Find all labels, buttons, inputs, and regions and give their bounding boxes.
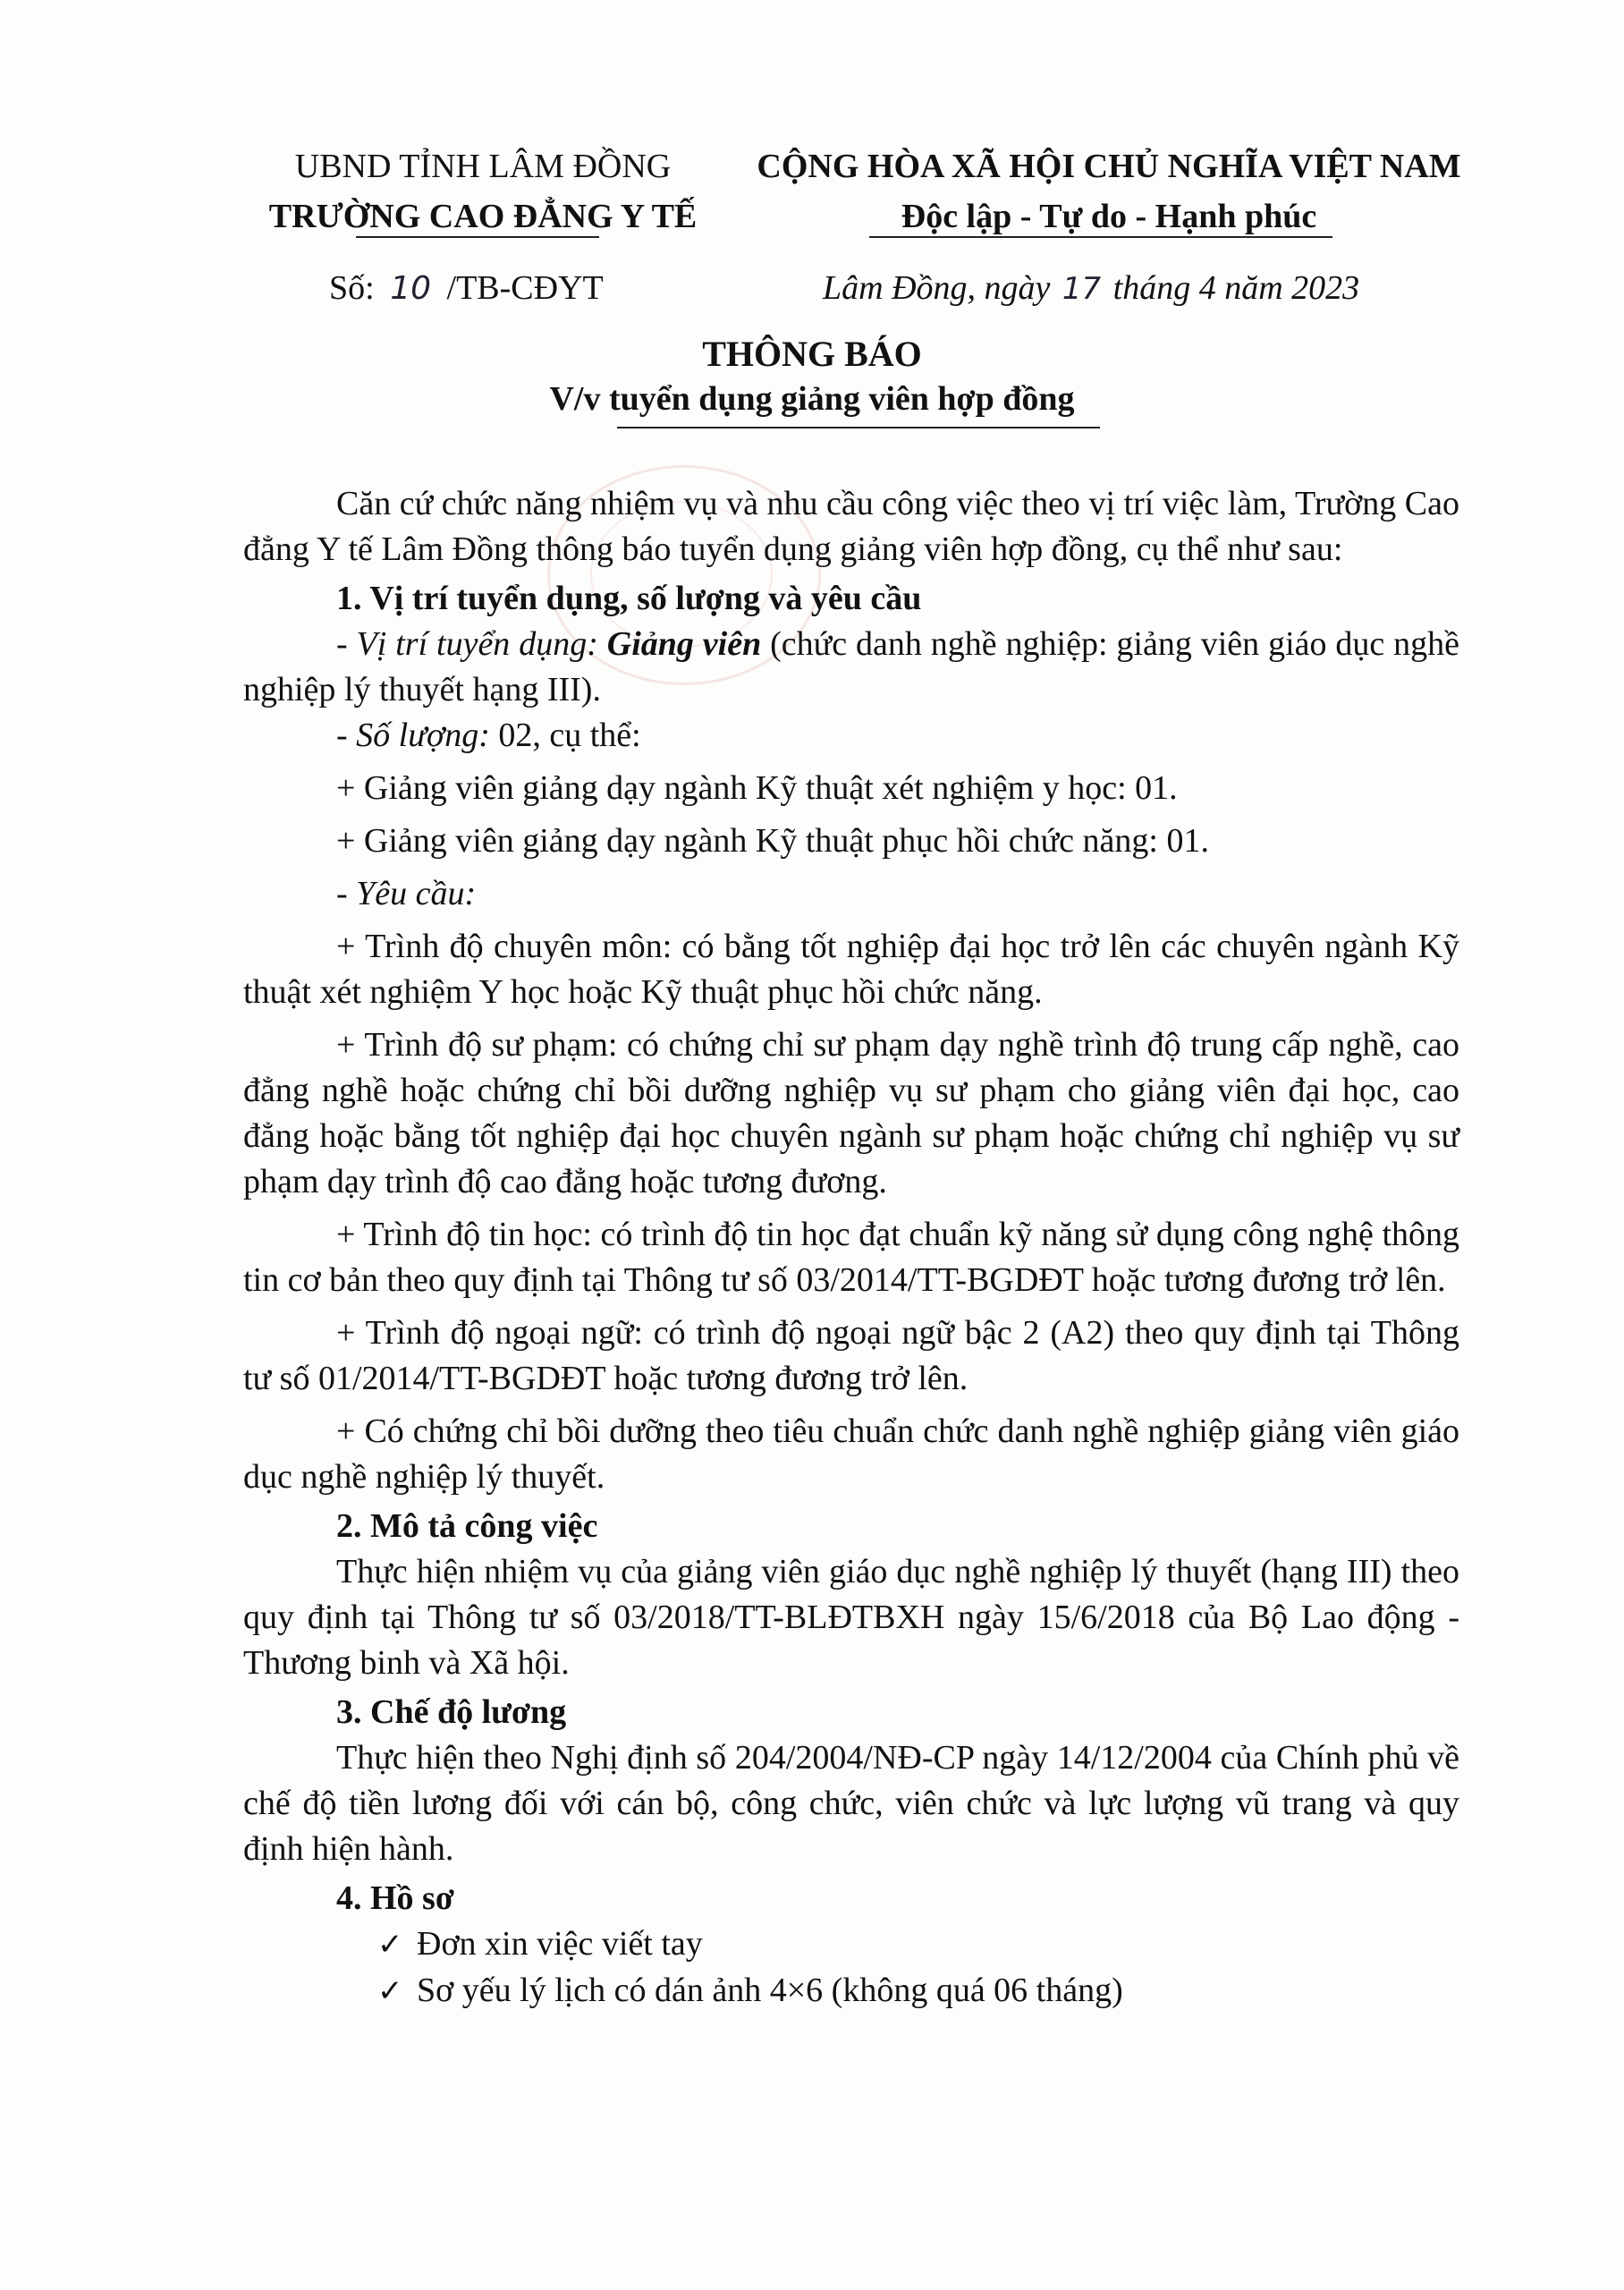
document-body (243, 481, 1459, 2014)
section2-text: Thực hiện nhiệm vụ của giảng viên giáo dục nghề nghiệp lý thuyết (hạng III) theo quy định tại Thông tư số 03/2018/TT-BLĐTBXH ngày 15/6/2018 của Bộ Lao động - Thương binh và Xã hội. (243, 1553, 1459, 1682)
position-paragraph (243, 622, 1459, 713)
requirement-item: + Có chứng chỉ bồi dưỡng theo tiêu chuẩn chức danh nghề nghiệp giảng viên giáo dục nghề nghiệp lý thuyết. (243, 1412, 1459, 1496)
quantity-item: + Giảng viên giảng dạy ngành Kỹ thuật xét nghiệm y học: 01. (336, 769, 1178, 807)
position-label: - Vị trí tuyển dụng: (336, 625, 598, 663)
requirement-item: + Trình độ sư phạm: có chứng chỉ sư phạm dạy nghề trình độ trung cấp nghề, cao đẳng nghề hoặc chứng chỉ bồi dưỡng nghiệp vụ sư phạm cho giảng viên đại học, cao đẳng hoặc bằng tốt nghiệp đại học chuyên ngành sư phạm hoặc chứng chỉ nghiệp vụ sư phạm dạy trình độ cao đẳng hoặc tương đương. (243, 1026, 1459, 1200)
number-label: Số: (329, 269, 375, 307)
document-date (823, 268, 1359, 308)
checkmark-icon: ✓ (377, 1927, 403, 1963)
position-value: Giảng viên (606, 625, 762, 663)
issuer-block (241, 141, 724, 242)
number-suffix: /TB-CĐYT (446, 269, 604, 307)
requirements-label: - Yêu cầu: (336, 875, 477, 912)
handwritten-number: 10 (390, 270, 432, 307)
section2-heading: 2. Mô tả công việc (336, 1507, 598, 1545)
checklist-item-text: Đơn xin việc viết tay (417, 1925, 703, 1963)
intro-paragraph: Căn cứ chức năng nhiệm vụ và nhu cầu công việc theo vị trí việc làm, Trường Cao đẳng Y tế Lâm Đồng thông báo tuyển dụng giảng viên hợp đồng, cụ thể như sau: (243, 485, 1459, 568)
checkmark-icon: ✓ (377, 1973, 403, 2009)
quantity-paragraph (243, 713, 1459, 759)
issuer-name: TRƯỜNG CAO ĐẲNG Y TẾ (268, 198, 698, 235)
quantity-label: - Số lượng: (336, 717, 490, 754)
date-suffix: tháng 4 năm 2023 (1112, 269, 1360, 307)
motto-underline (869, 236, 1332, 238)
checklist-item-text: Sơ yếu lý lịch có dán ảnh 4×6 (không quá 06 tháng) (417, 1972, 1123, 2009)
requirement-item: + Trình độ chuyên môn: có bằng tốt nghiệp đại học trở lên các chuyên ngành Kỹ thuật xét nghiệm Y học hoặc Kỹ thuật phục hồi chức năng. (243, 928, 1459, 1011)
document-subject: V/v tuyển dụng giảng viên hợp đồng (549, 380, 1075, 418)
document-number (329, 268, 604, 308)
handwritten-day: 17 (1062, 271, 1102, 307)
national-motto: Độc lập - Tự do - Hạnh phúc (901, 198, 1317, 235)
subject-underline (617, 427, 1100, 428)
quantity-value: 02, cụ thể: (498, 717, 641, 754)
position-detail: (chức danh nghề nghiệp: giảng viên giáo dục nghề nghiệp lý thuyết hạng III). (243, 625, 1460, 708)
quantity-item: + Giảng viên giảng dạy ngành Kỹ thuật phục hồi chức năng: 01. (336, 822, 1209, 860)
checklist-item (377, 1921, 1459, 1968)
date-prefix: Lâm Đồng, ngày (823, 269, 1051, 307)
section3-heading: 3. Chế độ lương (336, 1693, 567, 1731)
section1-heading: 1. Vị trí tuyển dụng, số lượng và yêu cầu (336, 580, 922, 617)
section4-heading: 4. Hồ sơ (336, 1879, 454, 1917)
issuer-underline (356, 236, 599, 238)
national-motto-block (733, 141, 1484, 242)
requirement-item: + Trình độ tin học: có trình độ tin học đạt chuẩn kỹ năng sử dụng công nghệ thông tin cơ bản theo quy định tại Thông tư số 03/2014/TT-BGDĐT hoặc tương đương trở lên. (243, 1216, 1459, 1299)
document-title: THÔNG BÁO (702, 334, 922, 374)
national-name: CỘNG HÒA XÃ HỘI CHỦ NGHĨA VIỆT NAM (757, 148, 1461, 185)
requirement-item: + Trình độ ngoại ngữ: có trình độ ngoại ngữ bậc 2 (A2) theo quy định tại Thông tư số 01/2014/TT-BGDĐT hoặc tương đương trở lên. (243, 1314, 1459, 1397)
checklist-item (377, 1968, 1459, 2014)
issuer-authority: UBND TỈNH LÂM ĐỒNG (294, 148, 672, 185)
section3-text: Thực hiện theo Nghị định số 204/2004/NĐ-CP ngày 14/12/2004 của Chính phủ về chế độ tiền lương đối với cán bộ, công chức, viên chức và lực lượng vũ trang và quy định hiện hành. (243, 1739, 1459, 1868)
